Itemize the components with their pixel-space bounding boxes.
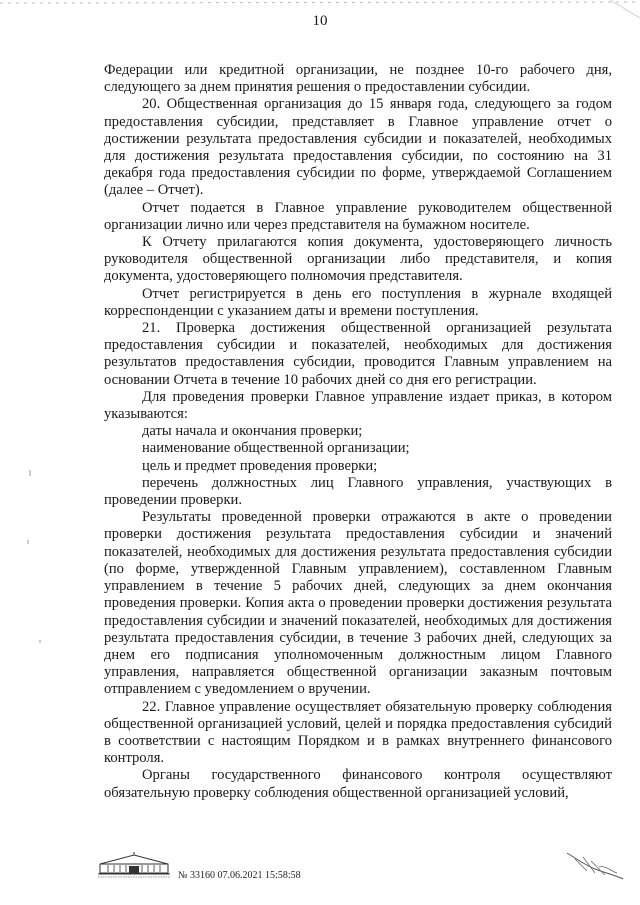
signature-scribble [565,845,625,885]
paragraph: Результаты проведенной проверки отражаются в акте о проведении проверки достижения результата предоставления субсидии и значений показателей, необходимых для достижения результата предоставления субсидии (по форме, утвержденной Главным управлением), составленном Главным управлением в течение 5 рабочих дней, следующих за днем окончания проведения проверки. Копия акта о проведении проверки достижения результата предоставления субсидии и значений показателей, необходимых для достижения результата предоставления субсидии, в течение 3 рабочих дней, следующих за днем его подписания уполномоченным должностным лицом Главного управления, направляется общественной организации заказным почтовым отправлением с уведомлением о вручении. [104,509,612,698]
paragraph: Отчет подается в Главное управление руководителем общественной организации лично или через представителя на бумажном носителе. [104,199,612,233]
page-number: 10 [312,13,328,29]
paragraph: 22. Главное управление осуществляет обязательную проверку соблюдения общественной организацией условий, целей и порядка предоставления субсидий в соответствии с настоящим Порядком и в рамках внутреннего финансового контроля. [104,698,612,767]
paragraph: Для проведения проверки Главное управление издает приказ, в котором указываются: [104,388,612,423]
paragraph: 21. Проверка достижения общественной организацией результата предоставления субсидии и показателей, необходимых для достижения результатов предоставления субсидии, проводится Главным управлением на основании Отчета в течение 10 рабочих дней со дня его регистрации. [104,320,612,388]
building-stamp-icon [96,852,172,878]
list-item: цель и предмет проведения проверки; [142,457,378,474]
document-body [104,62,612,802]
paragraph: Отчет регистрируется в день его поступления в журнале входящей корреспонденции с указанием даты и времени поступления. [104,285,612,319]
paragraph: 20. Общественная организация до 15 января года, следующего за годом предоставления субсидии, представляет в Главное управление отчет о достижении результата предоставления субсидии и показателей, необходимых для достижения результата предоставления субсидии, по состоянию на 31 декабря года предоставления субсидии по форме, утверждаемой Соглашением (далее – Отчет). [104,96,612,199]
document-registration-ref: № 33160 07.06.2021 15:58:58 [178,870,301,881]
paragraph: Федерации или кредитной организации, не позднее 10-го рабочего дня, следующего за днем принятия решения о предоставлении субсидии. [104,62,612,96]
paragraph: К Отчету прилагаются копия документа, удостоверяющего личность руководителя общественной организации либо представителя, и копия документа, удостоверяющего полномочия представителя. [104,234,612,285]
paragraph: Органы государственного финансового контроля осуществляют обязательную проверку соблюдения общественной организацией условий, [104,767,612,801]
list-item: даты начала и окончания проверки; [142,423,363,440]
paragraph: перечень должностных лиц Главного управления, участвующих в проведении проверки. [104,474,612,509]
list-item: наименование общественной организации; [142,440,410,457]
